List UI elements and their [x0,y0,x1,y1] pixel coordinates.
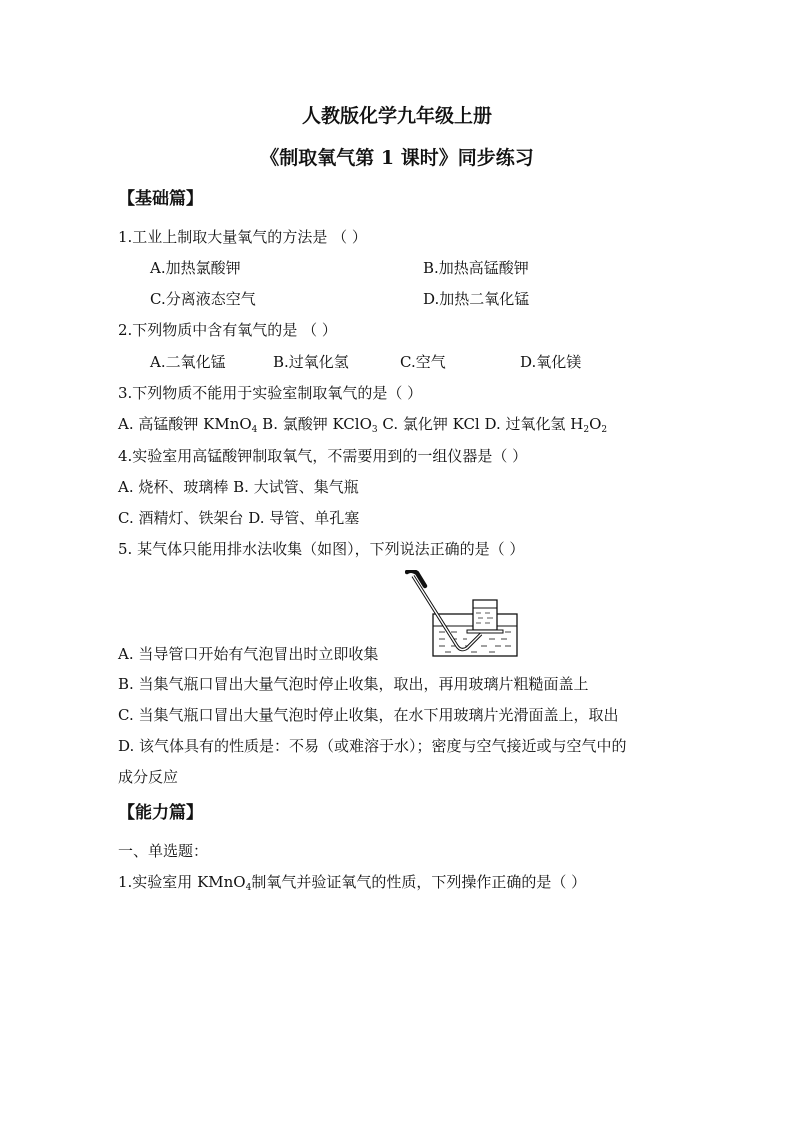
question-1-option-a: A.加热氯酸钾 [150,259,241,277]
page-subtitle: 《制取氧气第 1 课时》同步练习 [260,147,534,169]
gas-collecting-bottle [473,600,497,630]
question-1-option-b: B.加热高锰酸钾 [423,259,529,277]
bottle-shelf [467,630,503,633]
single-choice-heading: 一、单选题： [118,842,209,860]
question-5-option-d-line2: 成分反应 [118,768,179,786]
question-2-option-b: B.过氧化氢 [273,353,349,371]
question-5-option-a: A. 当导管口开始有气泡冒出时立即收集 [118,645,379,663]
question-2-option-a: A.二氧化锰 [150,353,226,371]
question-5-stem: 5. 某气体只能用排水法收集（如图），下列说法正确的是（ ） [118,540,525,558]
question-2-stem: 2.下列物质中含有氧气的是 （ ） [118,321,337,339]
ability-question-1-stem: 1.实验室用 KMnO$_4$制氧气并验证氧气的性质，下列操作正确的是（ ） [118,873,587,893]
section-heading-ability: 【能力篇】 [118,803,203,823]
question-1-option-c: C.分离液态空气 [150,290,256,308]
question-4-stem: 4.实验室用高锰酸钾制取氧气，不需要用到的一组仪器是（ ） [118,447,528,465]
section-heading-basic: 【基础篇】 [118,189,203,209]
question-3-options: A. 高锰酸钾 KMnO$_4$ B. 氯酸钾 KClO$_3$ C. 氯化钾 KCl D. 过氧化氢 $H_2O_2$ [118,415,608,435]
question-2-option-c: C.空气 [400,353,446,371]
question-1-option-d: D.加热二氧化锰 [423,290,530,308]
question-1-stem: 1.工业上制取大量氧气的方法是 （ ） [118,228,367,246]
question-2-option-d: D.氧化镁 [520,353,582,371]
question-5-option-d-line1: D. 该气体具有的性质是：不易（或难溶于水）；密度与空气接近或与空气中的 [118,737,627,755]
question-5-option-c: C. 当集气瓶口冒出大量气泡时停止收集，在水下用玻璃片光滑面盖上，取出 [118,706,619,724]
question-4-options-cd: C. 酒精灯、铁架台 D. 导管、单孔塞 [118,509,360,527]
question-5-option-b: B. 当集气瓶口冒出大量气泡时停止收集，取出，再用玻璃片粗糙面盖上 [118,675,589,693]
question-3-stem: 3.下列物质不能用于实验室制取氧气的是（ ） [118,384,423,402]
question-4-options-ab: A. 烧杯、玻璃棒 B. 大试管、集气瓶 [118,478,359,496]
water-displacement-apparatus-figure [405,570,520,660]
page-title: 人教版化学九年级上册 [301,105,492,127]
